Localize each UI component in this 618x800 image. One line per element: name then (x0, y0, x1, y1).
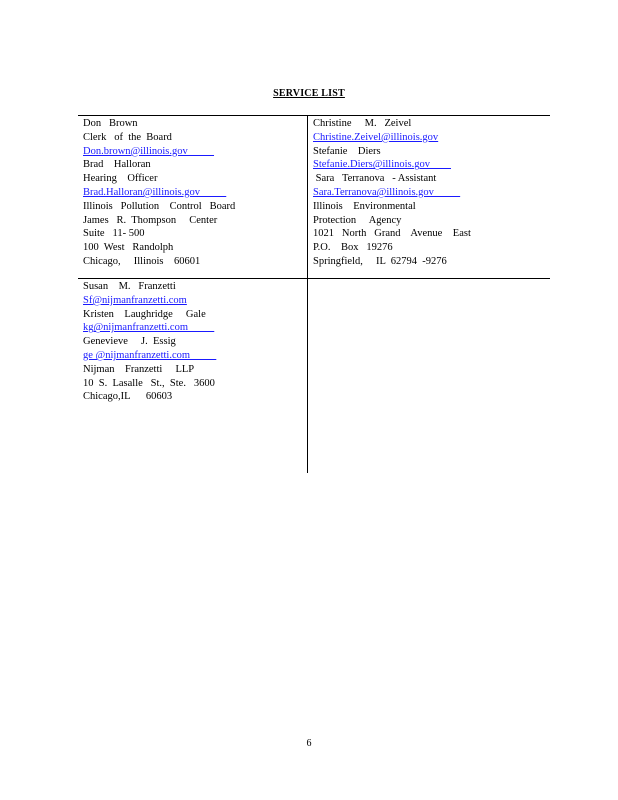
contact-line: Kristen Laughridge Gale (83, 308, 206, 320)
contact-line: Nijman Franzetti LLP (83, 363, 195, 375)
contact-line: Springfield, IL 62794 -9276 (313, 255, 447, 267)
contact-line: P.O. Box 19276 (313, 242, 393, 254)
contact-line: Stefanie Diers (313, 145, 381, 157)
email-link[interactable]: Sf@nijmanfranzetti.com (83, 294, 187, 306)
contact-line: 100 West Randolph (83, 242, 174, 254)
contact-line: Susan M. Franzetti (83, 281, 176, 292)
contact-line: 10 S. Lasalle St., Ste. 3600 (83, 377, 215, 389)
contact-line: 1021 North Grand Avenue East (313, 228, 471, 240)
email-link[interactable]: ge @nijmanfranzetti.com (83, 349, 217, 361)
table-top-border (78, 115, 550, 116)
table-column-divider (307, 115, 308, 473)
page-title: SERVICE LIST (273, 88, 345, 99)
contact-line: Hearing Officer (83, 173, 158, 185)
email-link[interactable]: Christine.Zeivel@illinois.gov (313, 131, 439, 143)
contact-line: Protection Agency (313, 214, 402, 226)
contact-line: Illinois Environmental (313, 200, 416, 212)
table-middle-border (78, 278, 550, 279)
page-number: 6 (306, 738, 312, 749)
contact-line: Brad Halloran (83, 159, 151, 171)
service-cell-top-left (83, 117, 235, 269)
contact-line: Christine M. Zeivel (313, 118, 412, 129)
contact-line: Clerk of the Board (83, 131, 172, 143)
contact-line: Suite 11- 500 (83, 228, 145, 240)
email-link[interactable]: kg@nijmanfranzetti.com (83, 322, 215, 334)
contact-line: James R. Thompson Center (83, 214, 218, 226)
contact-line: Sara Terranova - Assistant (313, 173, 437, 185)
email-link[interactable]: Sara.Terranova@illinois.gov (313, 186, 461, 198)
service-cell-top-right (313, 117, 471, 269)
email-link[interactable]: Stefanie.Diers@illinois.gov (313, 159, 451, 171)
email-link[interactable]: Don.brown@illinois.gov (83, 145, 215, 157)
contact-line: Don Brown (83, 118, 138, 129)
contact-line: Chicago, Illinois 60601 (83, 255, 201, 267)
email-link[interactable]: Brad.Halloran@illinois.gov (83, 186, 227, 198)
contact-line: Chicago,IL 60603 (83, 391, 173, 403)
service-cell-bottom-left (83, 280, 216, 404)
contact-line: Genevieve J. Essig (83, 336, 176, 348)
contact-line: Illinois Pollution Control Board (83, 200, 236, 212)
